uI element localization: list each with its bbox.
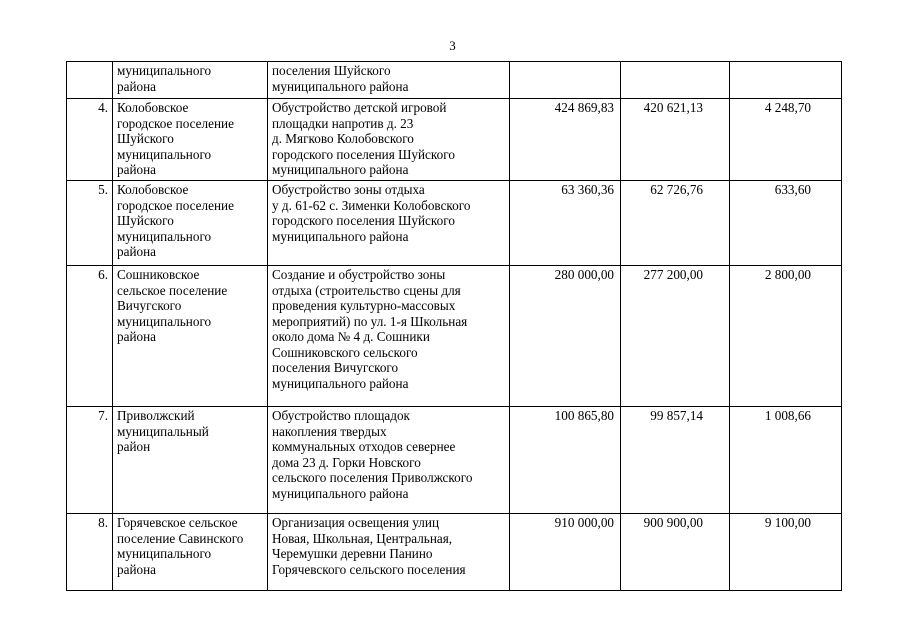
- project-line: около дома № 4 д. Сошники: [272, 329, 430, 344]
- recipient-line: Вичугского: [117, 298, 182, 313]
- project-line: муниципального района: [272, 485, 409, 501]
- local-amount-cell: 633,60: [730, 181, 842, 266]
- project-line: Новая, Школьная, Центральная,: [272, 530, 453, 546]
- regional-amount-cell: 62 726,76: [621, 181, 730, 266]
- recipient-line: муниципального: [117, 313, 212, 329]
- project-line: муниципального района: [272, 228, 409, 244]
- project-line: Обустройство детской игровой: [272, 100, 447, 115]
- project-line: накопления твердых: [272, 423, 387, 439]
- regional-amount-cell: 99 857,14: [621, 407, 730, 514]
- recipient-cell: [113, 181, 268, 266]
- recipient-cell: [113, 407, 268, 514]
- project-cell: [268, 181, 510, 266]
- project-line: Организация освещения улиц: [272, 515, 440, 530]
- local-amount-cell: 9 100,00: [730, 514, 842, 591]
- row-number-cell: 4.: [67, 99, 113, 181]
- table-row: [67, 62, 842, 99]
- project-cell: [268, 99, 510, 181]
- recipient-line: муниципальный: [117, 423, 209, 439]
- project-line: муниципального района: [272, 375, 409, 391]
- recipient-line: района: [117, 78, 157, 94]
- total-amount-cell: 63 360,36: [510, 181, 621, 266]
- table-row: [67, 407, 842, 514]
- table-row: [67, 266, 842, 407]
- project-line: дома 23 д. Горки Новского: [272, 454, 421, 470]
- recipient-line: район: [117, 439, 151, 454]
- project-cell: [268, 266, 510, 407]
- project-line: поселения Шуйского: [272, 63, 391, 78]
- recipient-line: муниципального: [117, 228, 212, 244]
- total-amount-cell: [510, 62, 621, 99]
- row-number-cell: 5.: [67, 181, 113, 266]
- row-number-cell: [67, 62, 113, 99]
- recipient-line: муниципального: [117, 63, 212, 78]
- recipient-line: Колобовское: [117, 100, 189, 115]
- recipient-line: Колобовское: [117, 182, 189, 197]
- recipient-line: района: [117, 329, 157, 344]
- funding-table: [66, 61, 842, 591]
- table-row: [67, 514, 842, 591]
- recipient-line: района: [117, 561, 157, 577]
- recipient-line: Шуйского: [117, 131, 174, 146]
- recipient-line: Горячевское сельское: [117, 515, 238, 530]
- row-number-cell: 7.: [67, 407, 113, 514]
- project-line: Черемушки деревни Панино: [272, 546, 433, 561]
- project-line: мероприятий) по ул. 1-я Школьная: [272, 313, 468, 329]
- local-amount-cell: [730, 62, 842, 99]
- project-cell: [268, 514, 510, 591]
- table-row: [67, 181, 842, 266]
- recipient-line: Сошниковское: [117, 267, 200, 282]
- project-line: проведения культурно-массовых: [272, 298, 456, 313]
- regional-amount-cell: 420 621,13: [621, 99, 730, 181]
- project-line: Сошниковского сельского: [272, 344, 418, 360]
- recipient-line: муниципального: [117, 146, 212, 162]
- total-amount-cell: 100 865,80: [510, 407, 621, 514]
- total-amount-cell: 910 000,00: [510, 514, 621, 591]
- project-line: площадки напротив д. 23: [272, 115, 414, 131]
- recipient-line: сельское поселение: [117, 282, 228, 298]
- local-amount-cell: 4 248,70: [730, 99, 842, 181]
- total-amount-cell: 280 000,00: [510, 266, 621, 407]
- recipient-cell: [113, 62, 268, 99]
- recipient-cell: [113, 514, 268, 591]
- recipient-line: Приволжский: [117, 408, 195, 423]
- project-line: городского поселения Шуйского: [272, 213, 455, 228]
- project-line: Обустройство зоны отдыха: [272, 182, 425, 197]
- project-line: отдыха (строительство сцены для: [272, 282, 461, 298]
- recipient-line: района: [117, 162, 157, 177]
- project-line: Горячевского сельского поселения: [272, 561, 466, 577]
- project-line: Обустройство площадок: [272, 408, 410, 423]
- project-line: муниципального района: [272, 78, 409, 94]
- project-line: коммунальных отходов севернее: [272, 439, 456, 454]
- project-line: муниципального района: [272, 162, 409, 177]
- project-line: д. Мягково Колобовского: [272, 131, 414, 146]
- local-amount-cell: 2 800,00: [730, 266, 842, 407]
- table-row: [67, 99, 842, 181]
- recipient-line: муниципального: [117, 546, 212, 561]
- project-line: сельского поселения Приволжского: [272, 470, 473, 485]
- recipient-cell: [113, 266, 268, 407]
- project-cell: [268, 62, 510, 99]
- recipient-line: Шуйского: [117, 213, 174, 228]
- regional-amount-cell: [621, 62, 730, 99]
- page-number: 3: [449, 38, 456, 53]
- row-number-cell: 6.: [67, 266, 113, 407]
- project-cell: [268, 407, 510, 514]
- local-amount-cell: 1 008,66: [730, 407, 842, 514]
- project-line: поселения Вичугского: [272, 360, 399, 375]
- recipient-cell: [113, 99, 268, 181]
- project-line: городского поселения Шуйского: [272, 146, 455, 162]
- total-amount-cell: 424 869,83: [510, 99, 621, 181]
- recipient-line: городское поселение: [117, 115, 234, 131]
- row-number-cell: 8.: [67, 514, 113, 591]
- regional-amount-cell: 277 200,00: [621, 266, 730, 407]
- recipient-line: района: [117, 244, 157, 259]
- recipient-line: городское поселение: [117, 197, 234, 213]
- regional-amount-cell: 900 900,00: [621, 514, 730, 591]
- project-line: у д. 61-62 с. Зименки Колобовского: [272, 197, 471, 213]
- project-line: Создание и обустройство зоны: [272, 267, 446, 282]
- recipient-line: поселение Савинского: [117, 530, 244, 546]
